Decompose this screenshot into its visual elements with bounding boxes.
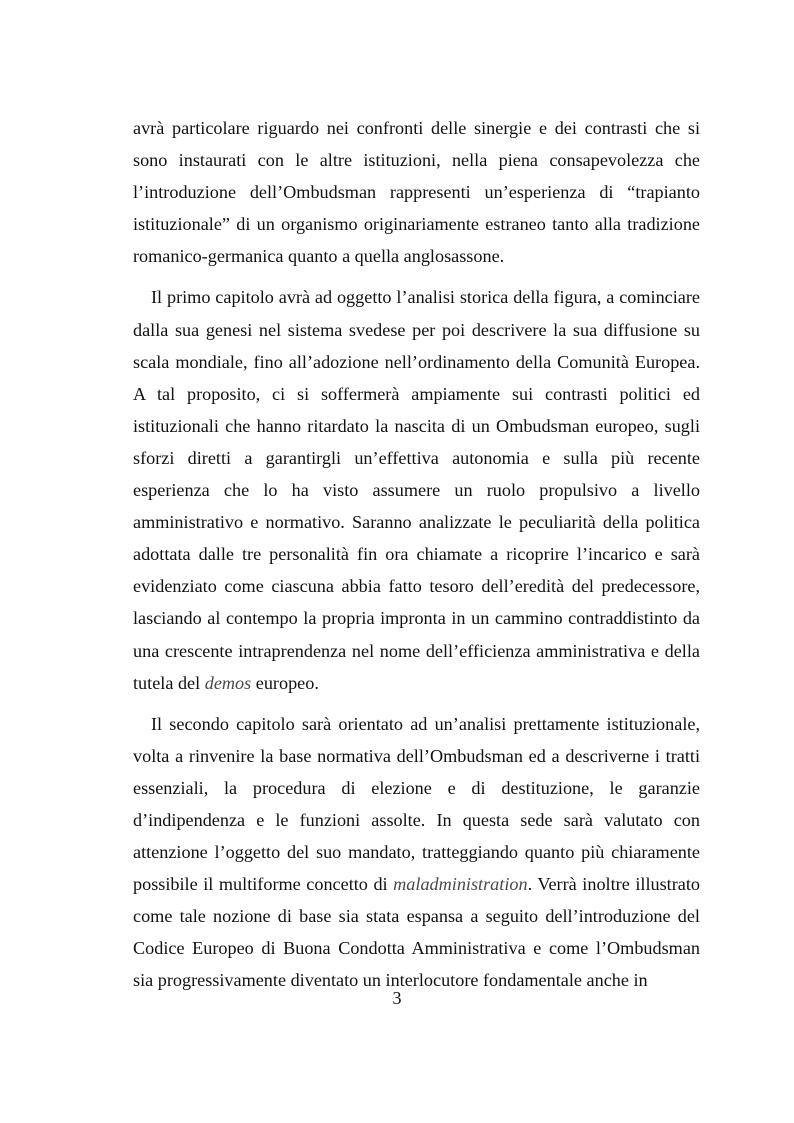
paragraph-first-chapter-tail: europeo. — [251, 672, 319, 693]
paragraph-second-chapter-text: Il secondo capitolo sarà orientato ad un’analisi prettamente istituzionale, volta a rinvenire la base normativa dell’Ombudsman ed a descriverne i tratti essenziali, la procedura di elezione e di destituzione, le garanzie d’indipendenza e le funzioni assolte. In questa sede sarà valutato con attenzione l’oggetto del suo mandato, tratteggiando quanto più chiaramente possibile il multiforme concetto di — [133, 713, 700, 895]
paragraph-continuation-text: avrà particolare riguardo nei confronti delle sinergie e dei contrasti che si sono instaurati con le altre istituzioni, nella piena consapevolezza che l’introduzione dell’Ombudsman rappresenti un’esperienza di “trapianto istituzionale” di un organismo originariamente estraneo tanto alla tradizione romanico-germanica quanto a quella anglosassone. — [133, 118, 700, 267]
paragraph-first-chapter-text: Il primo capitolo avrà ad oggetto l’analisi storica della figura, a cominciare dalla sua genesi nel sistema svedese per poi descrivere la sua diffusione su scala mondiale, fino all’adozione nell’ordinamento della Comunità Europea. A tal proposito, ci si soffermerà ampiamente sui contrasti politici ed istituzionali che hanno ritardato la nascita di un Ombudsman europeo, sugli sforzi diretti a garantirgli un’effettiva autonomia e sulla più recente esperienza che lo ha visto assumere un ruolo propulsivo a livello amministrativo e normativo. Saranno analizzate le peculiarità della politica adottata dalle tre personalità fin ora chiamate a ricoprire l’incarico e sarà evidenziato come ciascuna abbia fatto tesoro dell’eredità del predecessore, lasciando al contempo la propria impronta in un cammino contraddistinto da una crescente intraprendenza nel nome dell’efficienza amministrativa e della tutela del — [133, 287, 700, 693]
page-body — [133, 112, 700, 997]
italic-term-demos: demos — [204, 672, 252, 693]
paragraph-second-chapter-tail: . Verrà inoltre illustrato come tale nozione di base sia stata espansa a seguito dell’introduzione del Codice Europeo di Buona Condotta Amministrativa e come l’Ombudsman sia progressivamente diventato un interlocutore fondamentale anche in — [133, 874, 700, 991]
page-number: 3 — [392, 988, 402, 1008]
paragraph-continuation — [133, 112, 700, 272]
paragraph-second-chapter — [133, 708, 700, 997]
paragraph-first-chapter — [133, 281, 700, 698]
italic-term-maladministration: maladministration — [393, 874, 528, 895]
